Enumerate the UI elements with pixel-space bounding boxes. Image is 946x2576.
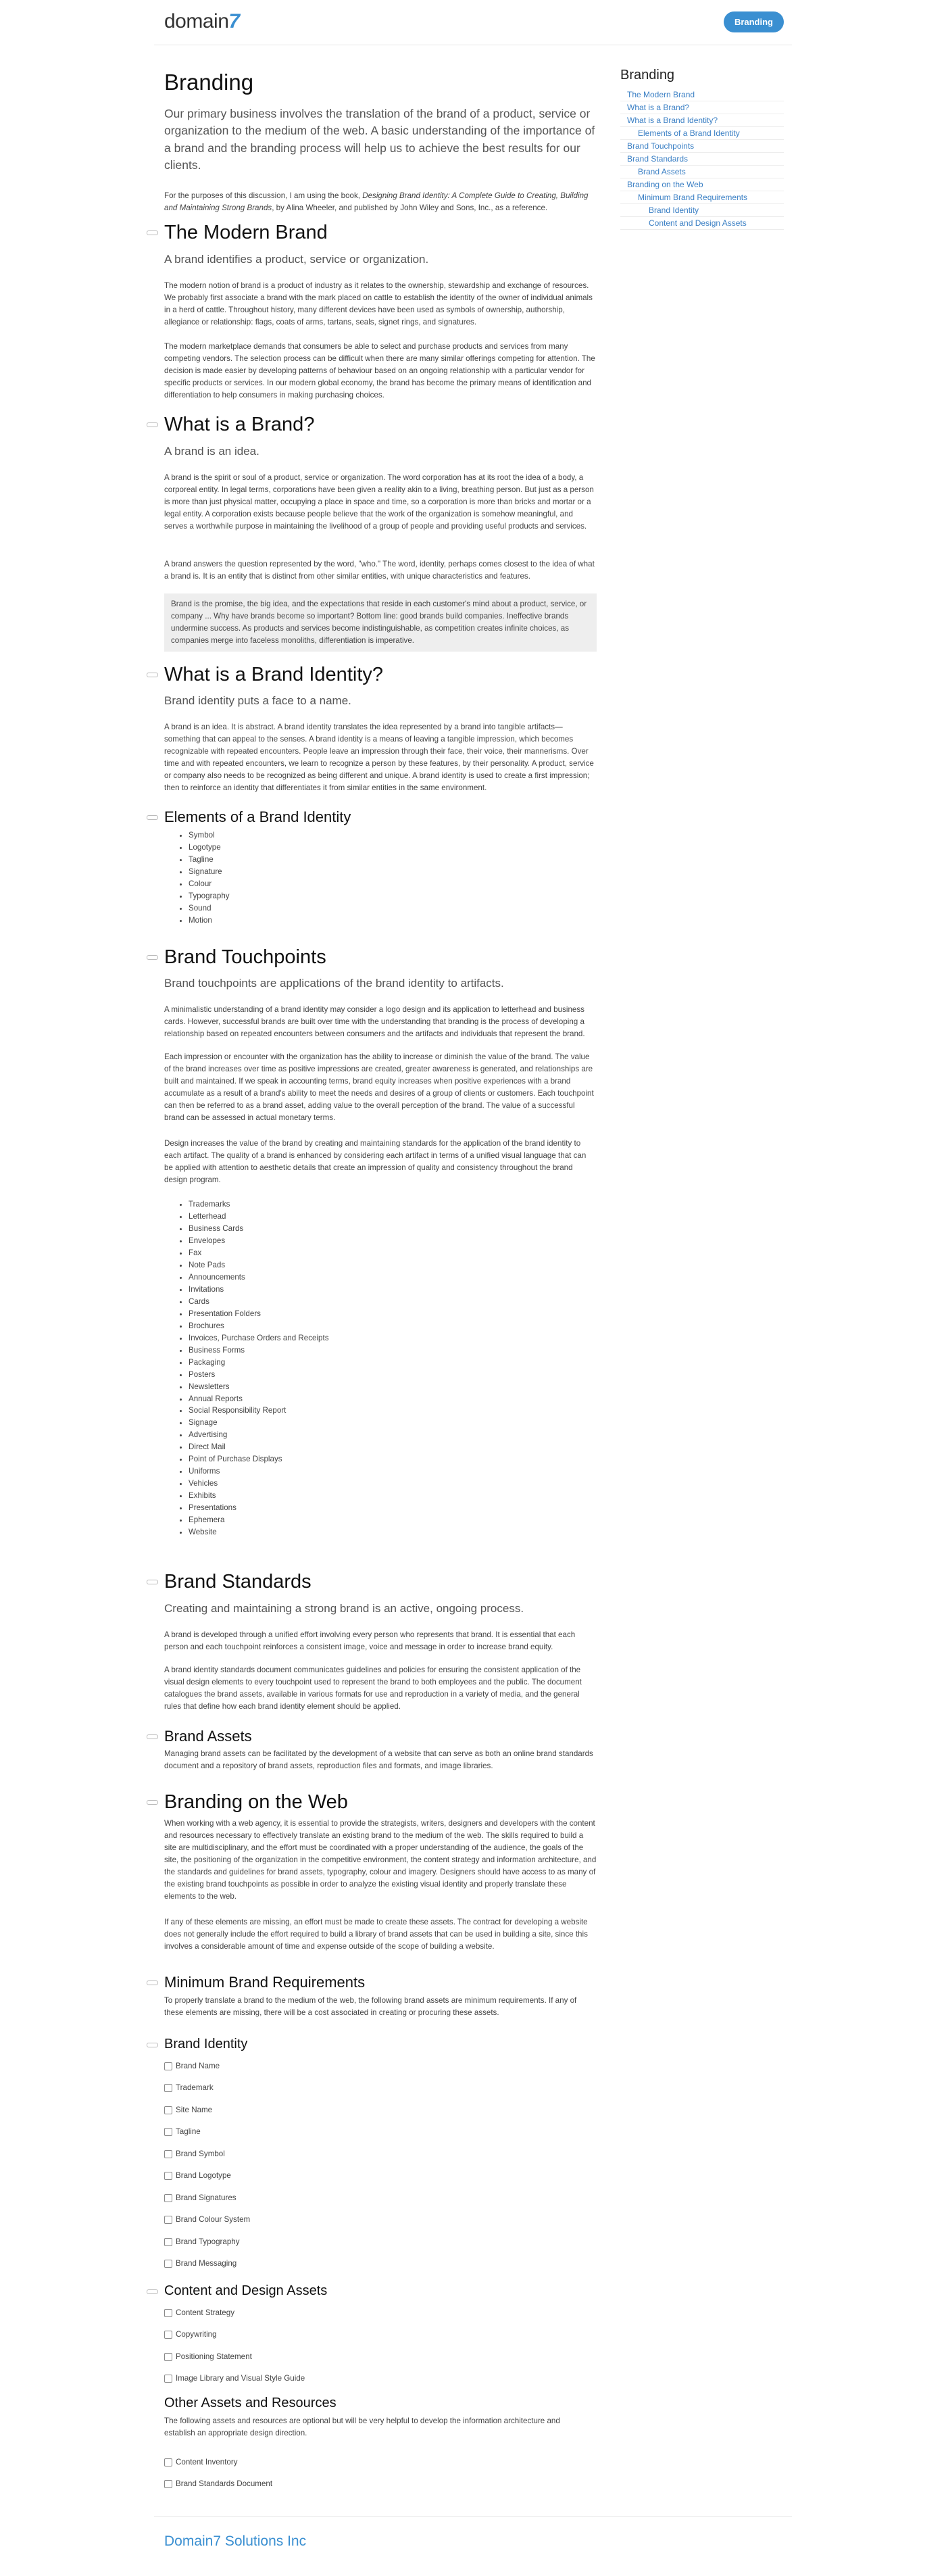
- checkbox-item[interactable]: Brand Standards Document: [164, 2478, 272, 2490]
- branding-button[interactable]: Branding: [724, 11, 784, 32]
- checkbox-item[interactable]: Content Inventory: [164, 2456, 238, 2469]
- heading-brand-identity: What is a Brand Identity?: [164, 660, 383, 690]
- subheading-brand-identity: Brand identity puts a face to a name.: [164, 694, 351, 707]
- anchor-link-icon[interactable]: [147, 2043, 158, 2047]
- checkbox[interactable]: [164, 2084, 172, 2092]
- checkbox-item[interactable]: Brand Symbol: [164, 2148, 225, 2160]
- list-item: • Signature: [189, 866, 594, 878]
- reference-note: [164, 190, 597, 214]
- list-item: • Brochures: [189, 1320, 594, 1332]
- paragraph: Each impression or encounter with the organization has the ability to increase or diminish the value of the brand. The value of the brand increases over time as positive impressions are created, greater awareness is generated, and relationships are built and maintained. If we speak in accounting terms, brand equity increases when positive experiences with a brand accumulate as a result of a brand's ability to meet the needs and desires of a group of clients or customers. Each touchpoint can then be referred to as a brand asset, adding value to the overall perception of the brand. The value of a successful brand can be assessed in actual monetary terms.: [164, 1052, 594, 1122]
- checkbox-item[interactable]: Brand Signatures: [164, 2192, 236, 2204]
- reference-pre: For the purposes of this discussion, I am using the book,: [164, 191, 363, 200]
- checkbox-item[interactable]: Trademark: [164, 2082, 214, 2094]
- paragraph: The modern marketplace demands that consumers be able to select and purchase products and services from many competing vendors. The selection process can be difficult when there are many similar offerings competing for attention. The decision is made easier by developing patterns of behaviour based on an ongoing relationship with a particular vendor for specific products or services. In our modern global economy, the brand has become the primary means of identification and differentiation to help consumers in making purchasing choices.: [164, 342, 595, 399]
- list-item: • Trademarks: [189, 1198, 594, 1211]
- toc-link[interactable]: Brand Assets: [620, 166, 784, 178]
- heading-elements: Elements of a Brand Identity: [164, 806, 351, 829]
- list-item: • Invoices, Purchase Orders and Receipts: [189, 1332, 594, 1344]
- checkbox-item[interactable]: Site Name: [164, 2104, 212, 2116]
- toc-link[interactable]: Brand Touchpoints: [620, 140, 784, 153]
- checkbox[interactable]: [164, 2172, 172, 2180]
- checkbox-item[interactable]: Brand Messaging: [164, 2258, 236, 2270]
- checkbox[interactable]: [164, 2150, 172, 2158]
- toc-link[interactable]: Minimum Brand Requirements: [620, 191, 784, 204]
- anchor-link-icon[interactable]: [147, 422, 158, 427]
- paragraph: Managing brand assets can be facilitated by the development of a website that can serve as both an online brand standards document and a repository of brand assets, reproduction files and formats, and image libraries.: [164, 1749, 593, 1770]
- toc-link[interactable]: Brand Standards: [620, 153, 784, 166]
- list-item: • Logotype: [189, 842, 594, 854]
- list-item: • Fax: [189, 1247, 594, 1259]
- subheading-touchpoints: Brand touchpoints are applications of the brand identity to artifacts.: [164, 977, 504, 990]
- checkbox[interactable]: [164, 2260, 172, 2268]
- checkbox[interactable]: [164, 2375, 172, 2383]
- list-item: • Business Forms: [189, 1344, 594, 1357]
- checkbox-item[interactable]: Positioning Statement: [164, 2351, 252, 2363]
- list-item: • Point of Purchase Displays: [189, 1453, 594, 1465]
- list-item: • Advertising: [189, 1429, 594, 1441]
- list-item: • Presentations: [189, 1502, 594, 1514]
- checkbox-item[interactable]: Content Strategy: [164, 2307, 234, 2319]
- anchor-link-icon[interactable]: [147, 1734, 158, 1739]
- toc-link[interactable]: Content and Design Assets: [620, 217, 784, 230]
- top-bar: [154, 0, 792, 45]
- subheading-brand-standards: Creating and maintaining a strong brand is an active, ongoing process.: [164, 1602, 524, 1615]
- anchor-link-icon[interactable]: [147, 1800, 158, 1805]
- checkbox[interactable]: [164, 2458, 172, 2466]
- toc-link[interactable]: What is a Brand Identity?: [620, 114, 784, 127]
- checkbox[interactable]: [164, 2062, 172, 2070]
- page-lead: Our primary business involves the translation of the brand of a product, service or organization to the medium of the web. A basic understanding of the importance of a brand and the branding process will help us to achieve the best results for our clients.: [164, 107, 595, 172]
- list-item: • Uniforms: [189, 1465, 594, 1478]
- heading-other-assets: Other Assets and Resources: [164, 2396, 337, 2410]
- paragraph: A brand is developed through a unified effort involving every person who represents that brand. It is essential that each person and each touchpoint reinforces a consistent image, voice and message in order to increase brand equity.: [164, 1630, 576, 1651]
- sidebar-title: Branding: [620, 68, 675, 82]
- paragraph: The following assets and resources are optional but will be very helpful to develop the information architecture and establish an appropriate design direction.: [164, 2416, 560, 2437]
- subheading-modern-brand: A brand identifies a product, service or organization.: [164, 253, 429, 266]
- paragraph: A brand is the spirit or soul of a product, service or organization. The word corporation has at its root the idea of a body, a corporeal entity. In legal terms, corporations have been given a reality akin to a living, breathing person. But just as a person is more than just physical matter, occupying a place in space and time, so a corporation is more than bricks and mortar or a legal entity. A corporation exists because people believe that the work of the organization is somehow meaningful, and serves a worthwhile purpose in maintaining the livelihood of a group of people and providing useful products and services.: [164, 473, 594, 531]
- page-title: Branding: [164, 70, 254, 95]
- sidebar-toc: [620, 68, 784, 230]
- list-item: • Invitations: [189, 1284, 594, 1296]
- paragraph: To properly translate a brand to the medium of the web, the following brand assets are minimum requirements. If any of these elements are missing, there will be a cost associated in creating or procuring these assets.: [164, 1996, 577, 2017]
- list-item: • Tagline: [189, 854, 594, 866]
- checkbox[interactable]: [164, 2216, 172, 2224]
- anchor-link-icon[interactable]: [147, 1580, 158, 1584]
- checkbox[interactable]: [164, 2331, 172, 2339]
- checkbox[interactable]: [164, 2106, 172, 2114]
- list-item: • Sound: [189, 902, 594, 915]
- checkbox-item[interactable]: Brand Name: [164, 2060, 220, 2072]
- checkbox-item[interactable]: Brand Typography: [164, 2236, 240, 2248]
- footer-divider: [154, 2516, 792, 2517]
- paragraph: The modern notion of brand is a product of industry as it relates to the ownership, stewardship and exchange of resources. We probably first associate a brand with the mark placed on cattle to establish the identity of the owner of individual animals in a herd of cattle. Throughout history, many different devices have been used as symbols of ownership, authorship, allegiance or relationship: flags, coats of arms, tartans, seals, signet rings, and signatures.: [164, 281, 593, 326]
- heading-minimum-requirements: Minimum Brand Requirements: [164, 1971, 365, 1994]
- touchpoints-list: [164, 1198, 594, 1538]
- checkbox-item[interactable]: Tagline: [164, 2126, 201, 2138]
- footer-company[interactable]: Domain7 Solutions Inc: [164, 2533, 307, 2549]
- paragraph: If any of these elements are missing, an effort must be made to create these assets. The contract for developing a website does not generally include the effort required to build a library of brand assets that can be used in building a site, since this involves a considerable amount of time and expense outside of the scope of building a website.: [164, 1918, 588, 1951]
- anchor-link-icon[interactable]: [147, 1980, 158, 1985]
- list-item: • Colour: [189, 878, 594, 890]
- checkbox-item[interactable]: Brand Colour System: [164, 2214, 250, 2226]
- checkbox[interactable]: [164, 2353, 172, 2361]
- list-item: • Packaging: [189, 1357, 594, 1369]
- paragraph: A brand is an idea. It is abstract. A brand identity translates the idea represented by a brand into tangible artifacts—something that can appeal to the senses. A brand identity is a means of leaving a tangible impression, which becomes recognizable with repeated encounters. People leave an impression through their face, their voice, their mannerisms. Over time and with repeated encounters, we learn to recognize a person by these features, by their personality. A product, service or company also needs to be recognized as being different and unique. A brand identity is used to create a first impression; then to reinforce an identity that differentiates it from similar entities in the same environment.: [164, 723, 594, 792]
- checkbox-item[interactable]: Image Library and Visual Style Guide: [164, 2373, 305, 2385]
- paragraph: A brand answers the question represented by the word, "who." The word, identity, perhaps comes closest to the idea of what a brand is. It is an entity that is distinct from other similar entities, with unique characteristics and features.: [164, 560, 595, 581]
- reference-post: , by Alina Wheeler, and published by John Wiley and Sons, Inc., as a reference.: [272, 203, 548, 212]
- toc-link[interactable]: What is a Brand?: [620, 101, 784, 114]
- blockquote: Brand is the promise, the big idea, and the expectations that reside in each customer's mind about a product, service, or company ... Why have brands become so important? Bottom line: good brands build companies. Ineffective brands undermine success. As products and services become indistinguishable, as competition creates infinite choices, as companies merge into faceless monoliths, differentiation is imperative.: [164, 593, 597, 652]
- paragraph: A minimalistic understanding of a brand identity may consider a logo design and its application to letterhead and business cards. However, successful brands are built over time with the understanding that branding is the process of developing a relationship based on repeated encounters between consumers and the artifacts and individuals that represent the brand.: [164, 1005, 585, 1038]
- heading-branding-web: Branding on the Web: [164, 1787, 348, 1818]
- heading-modern-brand: The Modern Brand: [164, 218, 328, 248]
- paragraph: A brand identity standards document communicates guidelines and policies for ensuring the consistent application of the visual design elements to every touchpoint used to represent the brand to both employees and the public. The document catalogues the brand assets, available in various formats for use and reproduction in a variety of media, and the general rules that define how each brand identity element should be applied.: [164, 1666, 582, 1711]
- checkbox-item[interactable]: Copywriting: [164, 2329, 217, 2341]
- checkbox-item[interactable]: Brand Logotype: [164, 2170, 231, 2182]
- list-item: • Ephemera: [189, 1514, 594, 1526]
- logo-text: domain: [164, 10, 229, 32]
- anchor-link-icon[interactable]: [147, 815, 158, 820]
- anchor-link-icon[interactable]: [147, 673, 158, 677]
- anchor-link-icon[interactable]: [147, 2289, 158, 2294]
- list-item: • Vehicles: [189, 1478, 594, 1490]
- list-item: • Posters: [189, 1369, 594, 1381]
- list-item: • Presentation Folders: [189, 1308, 594, 1320]
- list-item: • Letterhead: [189, 1211, 594, 1223]
- subheading-what-is-brand: A brand is an idea.: [164, 445, 259, 458]
- list-item: • Note Pads: [189, 1259, 594, 1271]
- list-item: • Social Responsibility Report: [189, 1405, 594, 1417]
- paragraph: Design increases the value of the brand by creating and maintaining standards for the application of the brand identity to each artifact. The quality of a brand is enhanced by considering each artifact in terms of a unified visual language that can be applied with attention to aesthetic details that create an impression of quality and consistency throughout the brand design program.: [164, 1139, 587, 1184]
- reference-book: Designing Brand Identity: A Complete Guide to Creating, Building and Maintaining Strong Brands: [164, 191, 589, 212]
- list-item: • Website: [189, 1526, 594, 1538]
- logo[interactable]: [164, 10, 240, 33]
- heading-brand-assets: Brand Assets: [164, 1725, 252, 1748]
- toc-link[interactable]: Elements of a Brand Identity: [620, 127, 784, 140]
- toc-link[interactable]: Brand Identity: [620, 204, 784, 217]
- anchor-link-icon[interactable]: [147, 955, 158, 960]
- checkbox[interactable]: [164, 2309, 172, 2317]
- heading-content-design-assets: Content and Design Assets: [164, 2281, 327, 2302]
- checkbox[interactable]: [164, 2128, 172, 2136]
- list-item: • Symbol: [189, 829, 594, 842]
- list-item: • Direct Mail: [189, 1441, 594, 1453]
- heading-brand-identity-checklist: Brand Identity: [164, 2034, 247, 2055]
- checkbox[interactable]: [164, 2194, 172, 2202]
- list-item: • Signage: [189, 1417, 594, 1429]
- elements-list: [164, 829, 594, 927]
- list-item: • Motion: [189, 915, 594, 927]
- list-item: • Newsletters: [189, 1381, 594, 1393]
- heading-brand-standards: Brand Standards: [164, 1567, 312, 1597]
- checkbox[interactable]: [164, 2238, 172, 2246]
- paragraph: When working with a web agency, it is essential to provide the strategists, writers, designers and developers with the content and resources necessary to effectively translate an existing brand to the medium of the web. The skills required to build a site are multidisciplinary, and the effort must be coordinated with a proper understanding of the audience, the goals of the site, the positioning of the organization in the competitive environment, the content strategy and information architecture, and the standards and guidelines for brand assets, typography, colour and imagery. Designers should have access to as many of the existing brand touchpoints as possible in order to analyze the existing visual identity and properly translate these elements to the web.: [164, 1819, 597, 1901]
- list-item: • Typography: [189, 890, 594, 902]
- logo-accent: 7: [228, 10, 240, 32]
- toc-link[interactable]: Branding on the Web: [620, 178, 784, 191]
- list-item: • Annual Reports: [189, 1393, 594, 1405]
- heading-what-is-brand: What is a Brand?: [164, 410, 314, 440]
- heading-touchpoints: Brand Touchpoints: [164, 942, 326, 973]
- list-item: • Exhibits: [189, 1490, 594, 1502]
- toc-link[interactable]: The Modern Brand: [620, 89, 784, 101]
- list-item: • Announcements: [189, 1271, 594, 1284]
- anchor-link-icon[interactable]: [147, 230, 158, 235]
- checkbox[interactable]: [164, 2480, 172, 2488]
- list-item: • Envelopes: [189, 1235, 594, 1247]
- list-item: • Cards: [189, 1296, 594, 1308]
- list-item: • Business Cards: [189, 1223, 594, 1235]
